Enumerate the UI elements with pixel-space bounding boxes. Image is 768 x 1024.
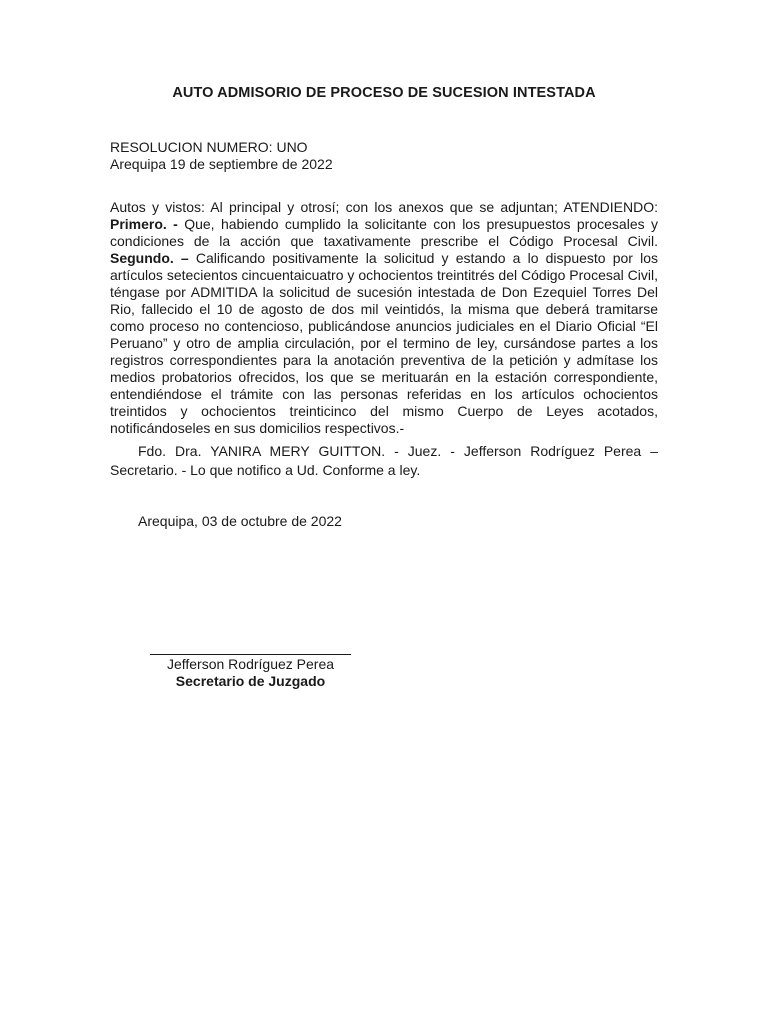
signature-name: Jefferson Rodríguez Perea [166, 656, 335, 672]
resolution-header [110, 139, 333, 173]
document-title: AUTO ADMISORIO DE PROCESO DE SUCESION INTESTADA [172, 85, 596, 101]
signature-line [150, 654, 351, 655]
resolution-date: Arequipa 19 de septiembre de 2022 [110, 156, 333, 172]
resolution-number: RESOLUCION NUMERO: UNO [110, 139, 308, 155]
notification-date: Arequipa, 03 de octubre de 2022 [138, 513, 342, 529]
segundo-text: Calificando positivamente la solicitud y estando a lo dispuesto por los artículos setecientos cincuentaicuatro y ochocientos treintitrés del Código Procesal Civil, téngase por ADMITIDA la solicitud de sucesión intestada de Don Ezequiel Torres Del Rio, fallecido el 10 de agosto de dos mil veintidós, la misma que deberá tramitarse como proceso no contencioso, publicándose anuncios judiciales en el Diario Oficial “El Peruano” y otro de amplia circulación, por el termino de ley, cursándose partes a los registros correspondientes para la anotación preventiva de la petición y admítase los medios probatorios ofrecidos, los que se merituarán en la estación correspondiente, entendiéndose el trámite con las personas referidas en los artículos ochocientos treintidos y ochocientos treinticinco del mismo Cuerpo de Leyes acotados, notificándoseles en sus domicilios respectivos.- [110, 250, 659, 436]
primero-text: Que, habiendo cumplido la solicitante con los presupuestos procesales y condiciones de la acción que taxativamente prescribe el Código Procesal Civil. [110, 216, 658, 249]
body-intro: Autos y vistos: Al principal y otrosí; con los anexos que se adjuntan; ATENDIENDO: [110, 199, 658, 215]
primero-label: Primero. - [110, 216, 185, 232]
signature-role: Secretario de Juzgado [175, 673, 326, 689]
segundo-label: Segundo. – [110, 250, 196, 266]
signed-paragraph: Fdo. Dra. YANIRA MERY GUITTON. - Juez. - Jefferson Rodríguez Perea – Secretario. - Lo que notifico a Ud. Conforme a ley. [110, 443, 658, 478]
resolution-body [110, 199, 658, 437]
